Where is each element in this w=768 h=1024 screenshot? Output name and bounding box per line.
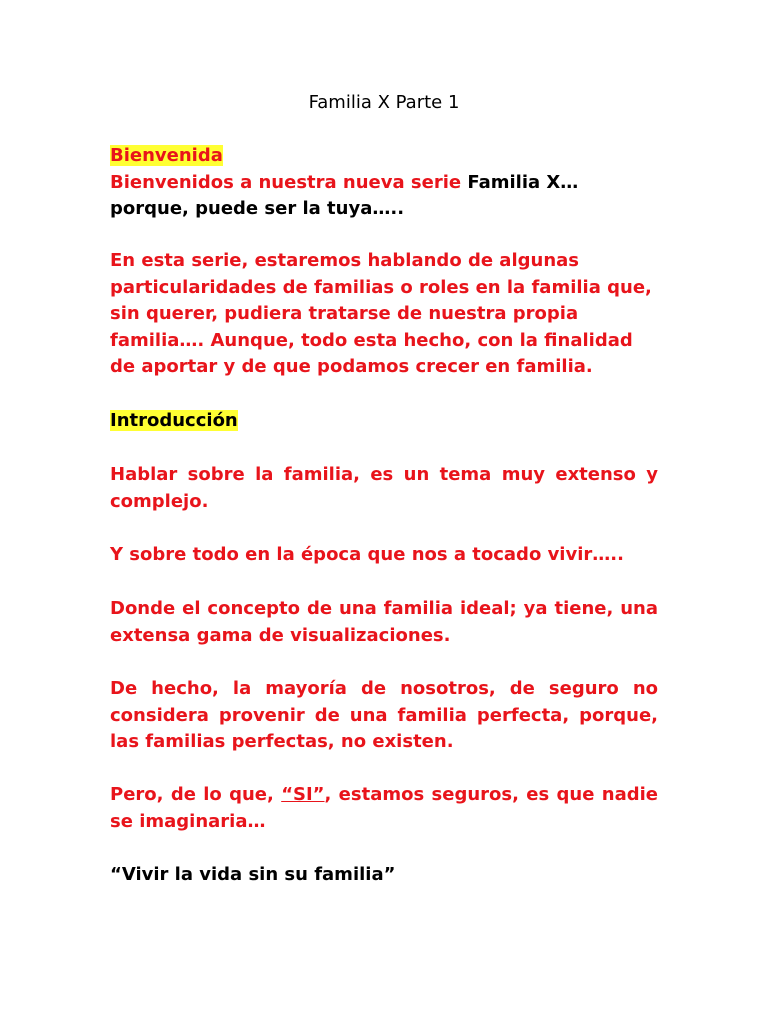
series-paragraph-text: En esta serie, estaremos hablando de algunas particularidades de familias o roles en la familia que, sin querer, pudiera tratarse de nuestra propia familia…. Aunque, todo esta hecho, con la finalidad de aportar y de que podamos crecer en familia. (110, 250, 652, 377)
si-emphasis: “SI” (281, 784, 325, 805)
closing-quote-text: “Vivir la vida sin su familia” (110, 864, 396, 885)
intro-paragraph-2 (110, 542, 658, 569)
intro-paragraph-5-before: Pero, de lo que, (110, 784, 282, 805)
intro-paragraph-5-after: , estamos seguros, es que nadie se imaginaria… (110, 784, 658, 832)
intro-paragraph-3-text: Donde el concepto de una familia ideal; ya tiene, una extensa gama de visualizaciones. (110, 598, 658, 646)
intro-heading-block (110, 408, 658, 435)
intro-paragraph-2-text: Y sobre todo en la época que nos a tocado vivir….. (110, 544, 624, 565)
closing-quote (110, 862, 658, 889)
intro-paragraph-4-text: De hecho, la mayoría de nosotros, de seguro no considera provenir de una familia perfecta, porque, las familias perfectas, no existen. (110, 678, 658, 752)
document-title: Familia X Parte 1 (308, 92, 460, 113)
welcome-line-red: Bienvenidos a nuestra nueva serie (110, 171, 462, 193)
welcome-heading: Bienvenida (110, 145, 223, 166)
intro-paragraph-1 (110, 462, 658, 515)
welcome-line-black: Familia X… porque, puede ser la tuya….. (110, 171, 579, 219)
intro-paragraph-4 (110, 676, 658, 756)
intro-paragraph-1-text: Hablar sobre la familia, es un tema muy extenso y complejo. (110, 464, 658, 512)
series-paragraph (110, 248, 658, 381)
welcome-block (110, 143, 658, 223)
intro-heading: Introducción (110, 410, 238, 431)
intro-paragraph-5 (110, 782, 658, 835)
intro-paragraph-3 (110, 596, 658, 649)
